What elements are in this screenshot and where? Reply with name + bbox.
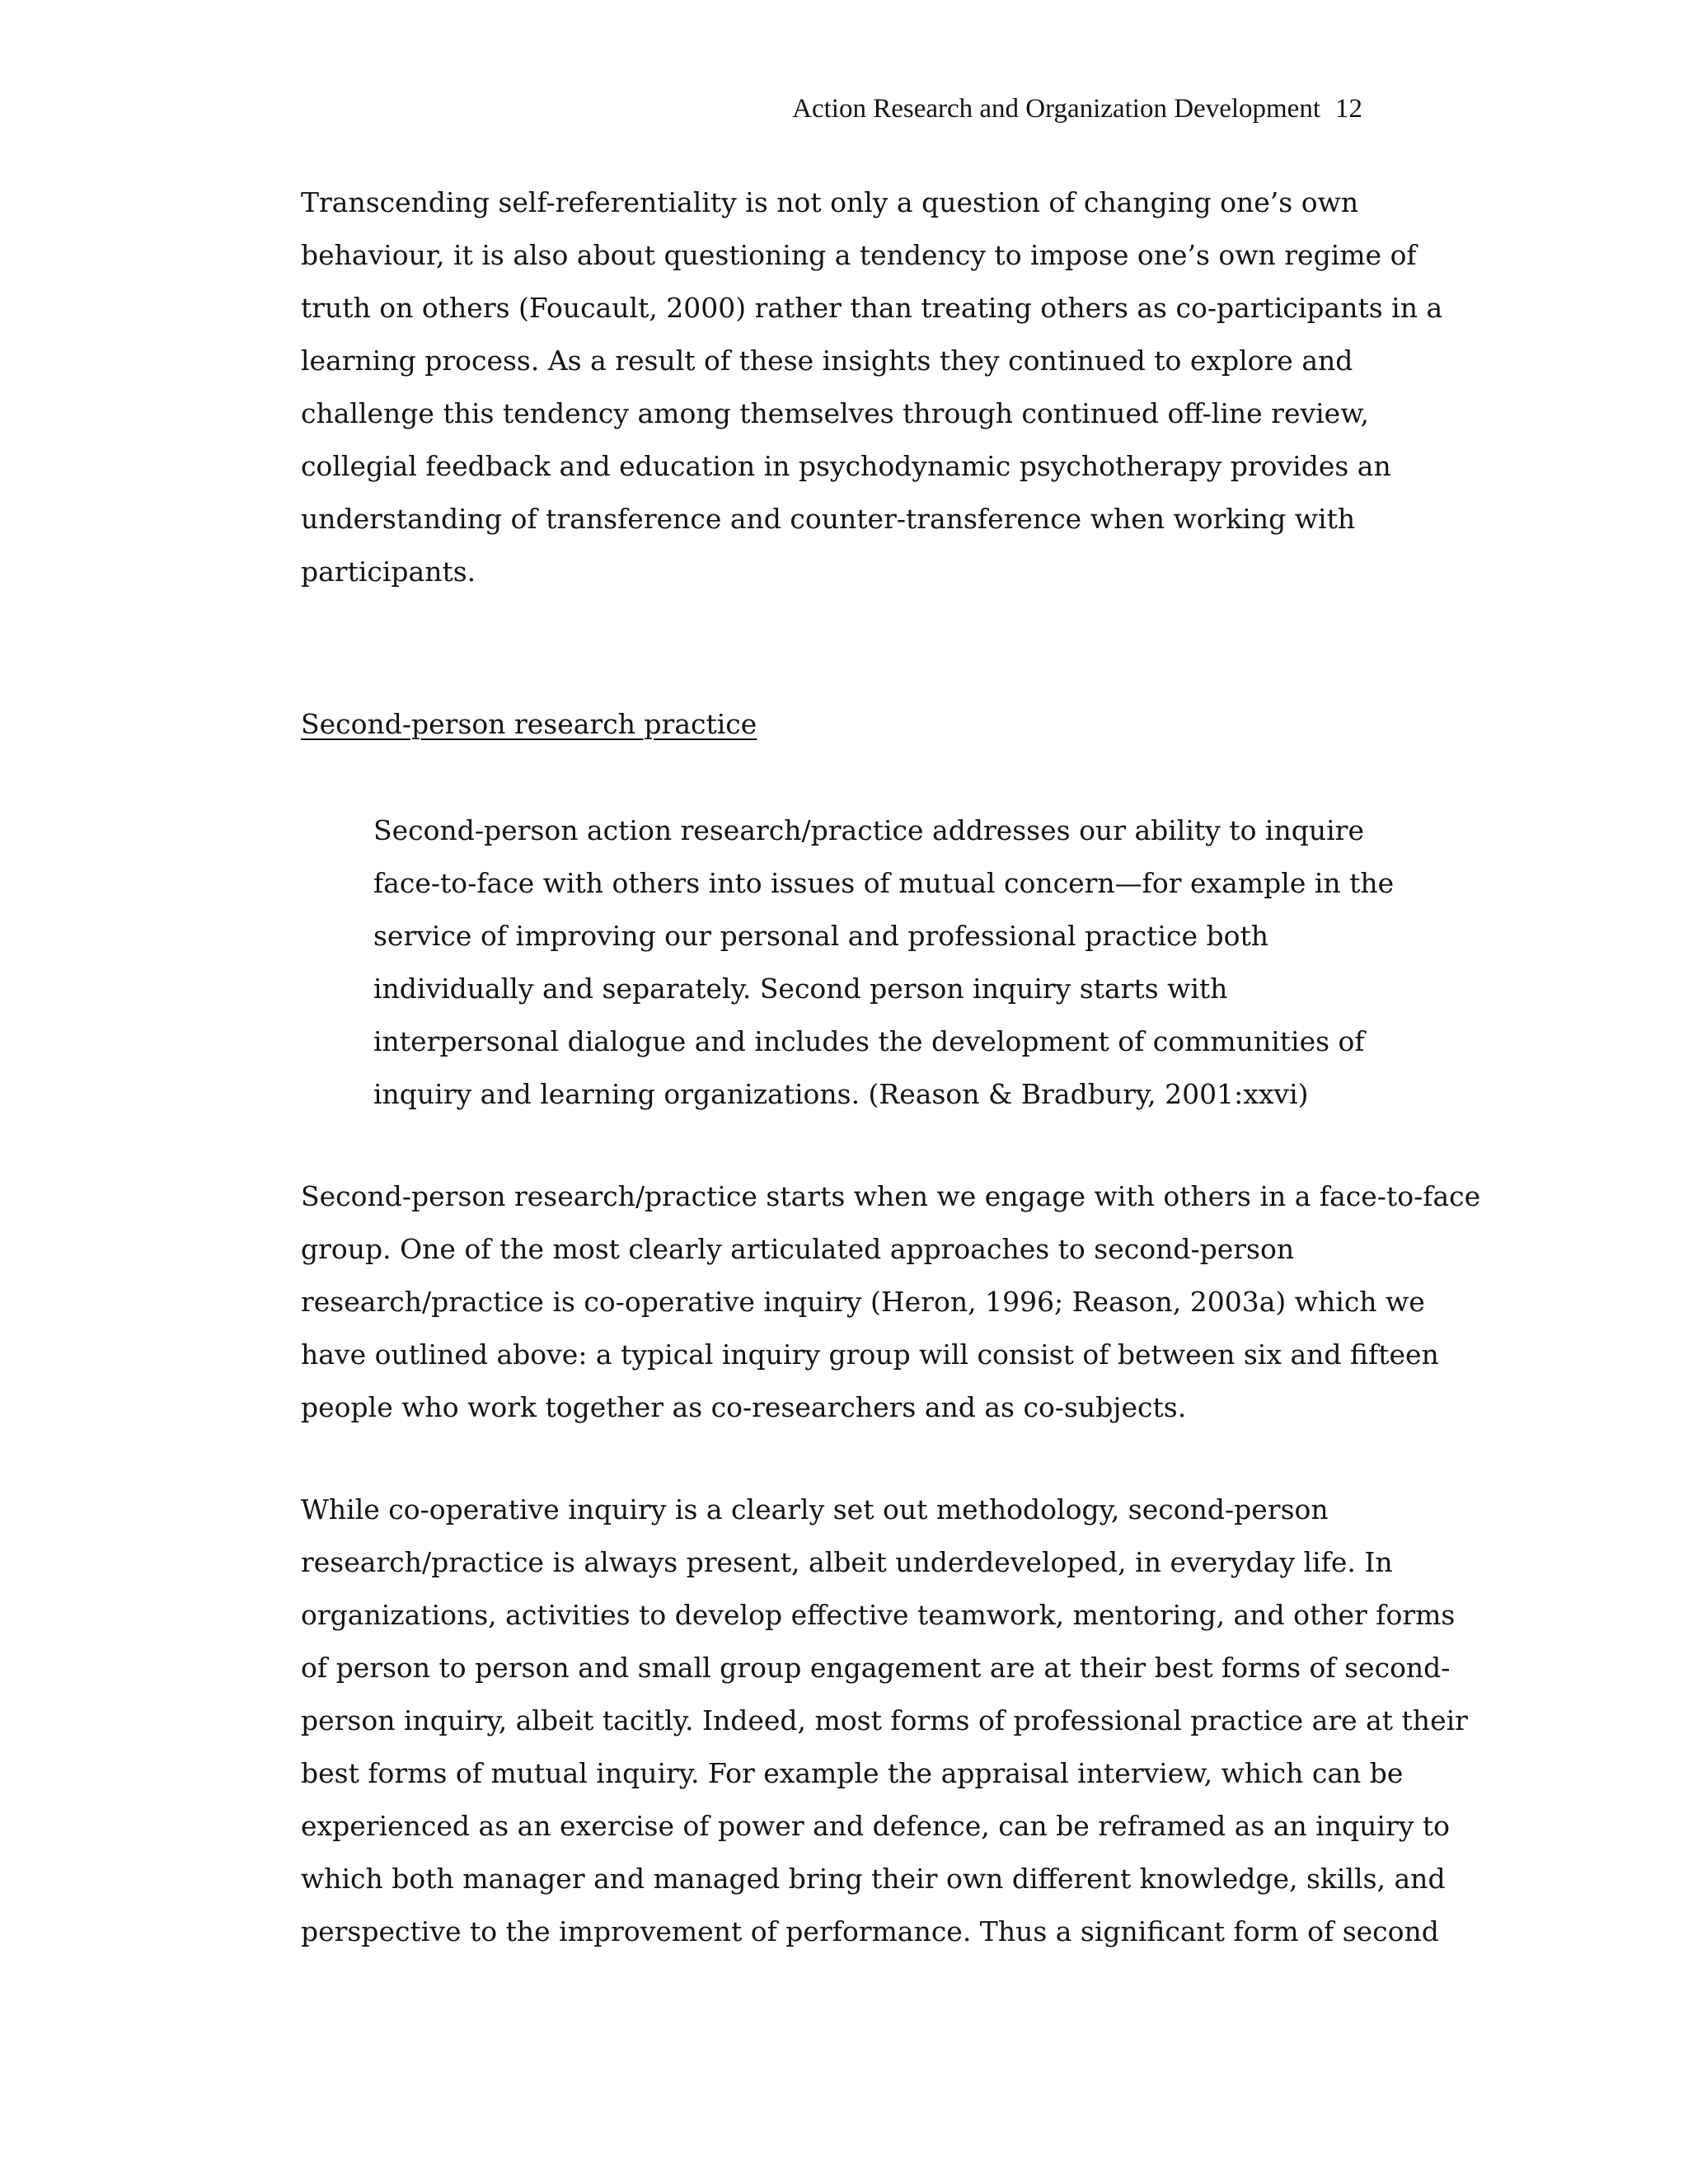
quote-line: inquiry and learning organizations. (Reason & Bradbury, 2001:xxvi) [373, 1078, 1309, 1110]
text-line: behaviour, it is also about questioning a tendency to impose one’s own regime of [301, 239, 1417, 271]
paragraph-self-referentiality [301, 176, 1443, 598]
text-line: challenge this tendency among themselves through continued off-line review, [301, 397, 1370, 429]
text-line: experienced as an exercise of power and defence, can be reframed as an inquiry to [301, 1810, 1451, 1842]
text-line: truth on others (Foucault, 2000) rather than treating others as co-participants in a [301, 292, 1443, 324]
text-line: Transcending self-referentiality is not only a question of changing one’s own [301, 186, 1359, 218]
text-line: perspective to the improvement of performance. Thus a significant form of second [301, 1915, 1439, 1947]
text-line: people who work together as co-researchers and as co-subjects. [301, 1391, 1187, 1423]
text-line: participants. [301, 555, 476, 588]
quote-line: interpersonal dialogue and includes the development of communities of [373, 1025, 1365, 1057]
quote-line: Second-person action research/practice addresses our ability to inquire [373, 814, 1364, 846]
text-line: understanding of transference and counter-transference when working with [301, 503, 1356, 535]
text-line: which both manager and managed bring their own different knowledge, skills, and [301, 1863, 1446, 1895]
text-line: person inquiry, albeit tacitly. Indeed, most forms of professional practice are at their [301, 1704, 1468, 1736]
section-heading: Second-person research practice [301, 708, 757, 740]
text-line: While co-operative inquiry is a clearly set out methodology, second-person [301, 1493, 1329, 1526]
text-line: group. One of the most clearly articulated approaches to second-person [301, 1233, 1295, 1265]
text-line: research/practice is always present, albeit underdeveloped, in everyday life. In [301, 1546, 1393, 1578]
paragraph-everyday-practice [301, 1483, 1468, 1958]
block-quote [373, 804, 1395, 1121]
quote-line: face-to-face with others into issues of mutual concern—for example in the [373, 867, 1395, 899]
page-number: 12 [1335, 94, 1362, 124]
quote-line: individually and separately. Second person inquiry starts with [373, 972, 1228, 1005]
text-line: Second-person research/practice starts when we engage with others in a face-to-face [301, 1180, 1481, 1212]
text-line: organizations, activities to develop effective teamwork, mentoring, and other forms [301, 1599, 1456, 1631]
paragraph-cooperative-inquiry [301, 1170, 1481, 1434]
text-line: learning process. As a result of these insights they continued to explore and [301, 344, 1353, 377]
running-header [792, 92, 1362, 125]
text-line: have outlined above: a typical inquiry group will consist of between six and fifteen [301, 1338, 1439, 1371]
text-line: collegial feedback and education in psychodynamic psychotherapy provides an [301, 450, 1391, 482]
text-line: research/practice is co-operative inquiry (Heron, 1996; Reason, 2003a) which we [301, 1286, 1425, 1318]
text-line: best forms of mutual inquiry. For example the appraisal interview, which can be [301, 1757, 1404, 1789]
running-title: Action Research and Organization Development [792, 94, 1320, 124]
text-line: of person to person and small group engagement are at their best forms of second- [301, 1652, 1451, 1684]
quote-line: service of improving our personal and professional practice both [373, 920, 1268, 952]
